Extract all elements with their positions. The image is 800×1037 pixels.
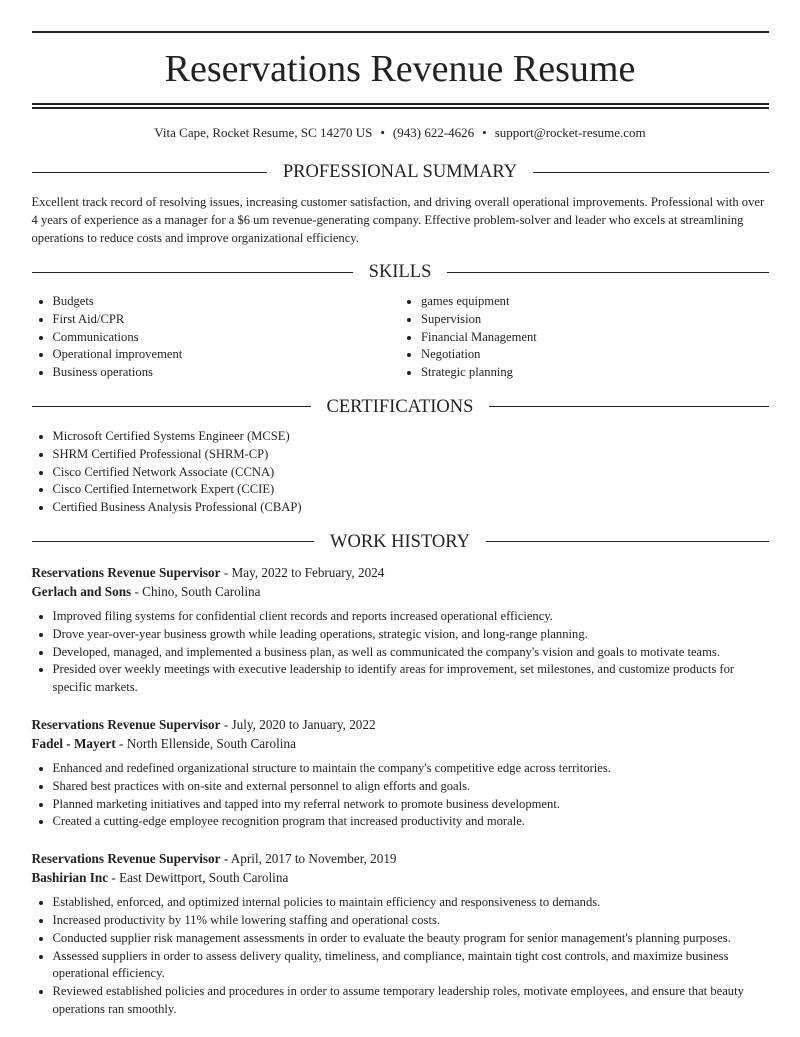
list-item: • Microsoft Certified Systems Engineer (MCSE) bbox=[53, 428, 769, 446]
skills-right bbox=[400, 293, 769, 382]
list-item: • Assessed suppliers in order to assess delivery quality, timeliness, and compliance, maintain tight cost controls, and maximize business operational efficiency. bbox=[53, 948, 769, 984]
work-history bbox=[32, 563, 769, 1019]
list-item: • SHRM Certified Professional (SHRM-CP) bbox=[53, 446, 769, 464]
location: - North Ellenside, South Carolina bbox=[115, 735, 296, 751]
skills-list bbox=[32, 293, 769, 396]
job-title-line bbox=[32, 715, 769, 734]
job-entry bbox=[32, 715, 769, 831]
section-heading-work bbox=[32, 531, 769, 553]
location: - East Dewittport, South Carolina bbox=[108, 870, 289, 886]
job-title: Reservations Revenue Supervisor bbox=[31, 716, 221, 732]
company-line bbox=[32, 582, 769, 601]
job-bullets bbox=[32, 608, 769, 697]
list-item: • Established, enforced, and optimized internal policies to maintain efficiency and responsiveness to demands. bbox=[53, 894, 769, 912]
list-item: • Negotiation bbox=[421, 346, 769, 364]
list-item: • Enhanced and redefined organizational structure to maintain the company's competitive edge across territories. bbox=[53, 760, 769, 778]
job-entry bbox=[32, 849, 769, 1019]
job-title-line bbox=[32, 563, 769, 582]
heading: PROFESSIONAL SUMMARY bbox=[282, 162, 518, 182]
list-item: • Presided over weekly meetings with executive leadership to identify areas for improvement, set milestones, and customize products for specific markets. bbox=[53, 661, 769, 697]
job-title: Reservations Revenue Supervisor bbox=[31, 851, 221, 867]
list-item: • Developed, managed, and implemented a business plan, as well as communicated the company's vision and goals to motivate teams. bbox=[53, 644, 769, 662]
heading: WORK HISTORY bbox=[330, 531, 470, 552]
job-bullets bbox=[32, 894, 769, 1019]
separator: • bbox=[380, 125, 385, 140]
list-item: • Drove year-over-year business growth while leading operations, strategic vision, and long-range planning. bbox=[53, 626, 769, 644]
job-dates: - April, 2017 to November, 2019 bbox=[220, 851, 397, 867]
list-item: • Budgets bbox=[53, 293, 401, 311]
location: - Chino, South Carolina bbox=[131, 583, 261, 599]
skills-left bbox=[32, 293, 401, 382]
email: support@rocket-resume.com bbox=[494, 125, 646, 140]
company: Gerlach and Sons bbox=[31, 583, 132, 599]
heading: SKILLS bbox=[368, 262, 432, 282]
list-item: • Certified Business Analysis Professional (CBAP) bbox=[53, 499, 769, 517]
job-entry bbox=[32, 563, 769, 697]
list-item: • Financial Management bbox=[421, 329, 769, 347]
job-dates: - May, 2022 to February, 2024 bbox=[220, 564, 385, 580]
list-item: • Communications bbox=[53, 329, 401, 347]
list-item: • Conducted supplier risk management assessments in order to evaluate the beauty program for senior management's planning purposes. bbox=[53, 930, 769, 948]
list-item: • Business operations bbox=[53, 364, 401, 382]
contact-line bbox=[32, 125, 769, 141]
resume-title: Reservations Revenue Resume bbox=[164, 48, 636, 90]
resume-page bbox=[32, 0, 769, 1019]
list-item: • Supervision bbox=[421, 311, 769, 329]
job-title-line bbox=[32, 849, 769, 868]
certifications-list bbox=[32, 428, 769, 517]
list-item: • Strategic planning bbox=[421, 364, 769, 382]
list-item: • Reviewed established policies and procedures in order to assume temporary leadership roles, motivate employees, and ensure that beauty operations ran smoothly. bbox=[53, 983, 769, 1019]
company: Fadel - Mayert bbox=[31, 735, 116, 751]
summary-text: Excellent track record of resolving issues, increasing customer satisfaction, and driving overall operational improvements. Professional with over 4 years of experience as a manager for a $6 um revenue-generating company. Effective problem-solver and leader who excels at streamlining operations to reduce costs and improve organizational efficiency. bbox=[31, 195, 765, 245]
list-item: • Increased productivity by 11% while lowering staffing and operational costs. bbox=[53, 912, 769, 930]
list-item: • Cisco Certified Network Associate (CCNA) bbox=[53, 464, 769, 482]
heading: CERTIFICATIONS bbox=[326, 396, 474, 417]
job-title: Reservations Revenue Supervisor bbox=[31, 564, 221, 580]
company: Bashirian Inc bbox=[31, 870, 109, 886]
section-heading-summary bbox=[32, 161, 769, 183]
list-item: • Created a cutting-edge employee recognition program that increased productivity and morale. bbox=[53, 813, 769, 831]
job-bullets bbox=[32, 760, 769, 831]
list-item: • Operational improvement bbox=[53, 346, 401, 364]
job-dates: - July, 2020 to January, 2022 bbox=[220, 716, 376, 732]
separator: • bbox=[482, 125, 487, 140]
section-heading-skills bbox=[32, 261, 769, 283]
list-item: • games equipment bbox=[421, 293, 769, 311]
list-item: • Improved filing systems for confidential client records and reports increased operational efficiency. bbox=[53, 608, 769, 626]
double-rule bbox=[32, 103, 769, 109]
address: Vita Cape, Rocket Resume, SC 14270 US bbox=[154, 125, 373, 140]
company-line bbox=[32, 734, 769, 753]
phone: (943) 622-4626 bbox=[392, 125, 475, 140]
list-item: • Planned marketing initiatives and tapped into my referral network to promote business development. bbox=[53, 796, 769, 814]
company-line bbox=[32, 868, 769, 887]
list-item: • First Aid/CPR bbox=[53, 311, 401, 329]
list-item: • Shared best practices with on-site and external personnel to align efforts and goals. bbox=[53, 778, 769, 796]
top-rule bbox=[32, 31, 769, 33]
list-item: • Cisco Certified Internetwork Expert (CCIE) bbox=[53, 481, 769, 499]
section-heading-certifications bbox=[32, 396, 769, 418]
